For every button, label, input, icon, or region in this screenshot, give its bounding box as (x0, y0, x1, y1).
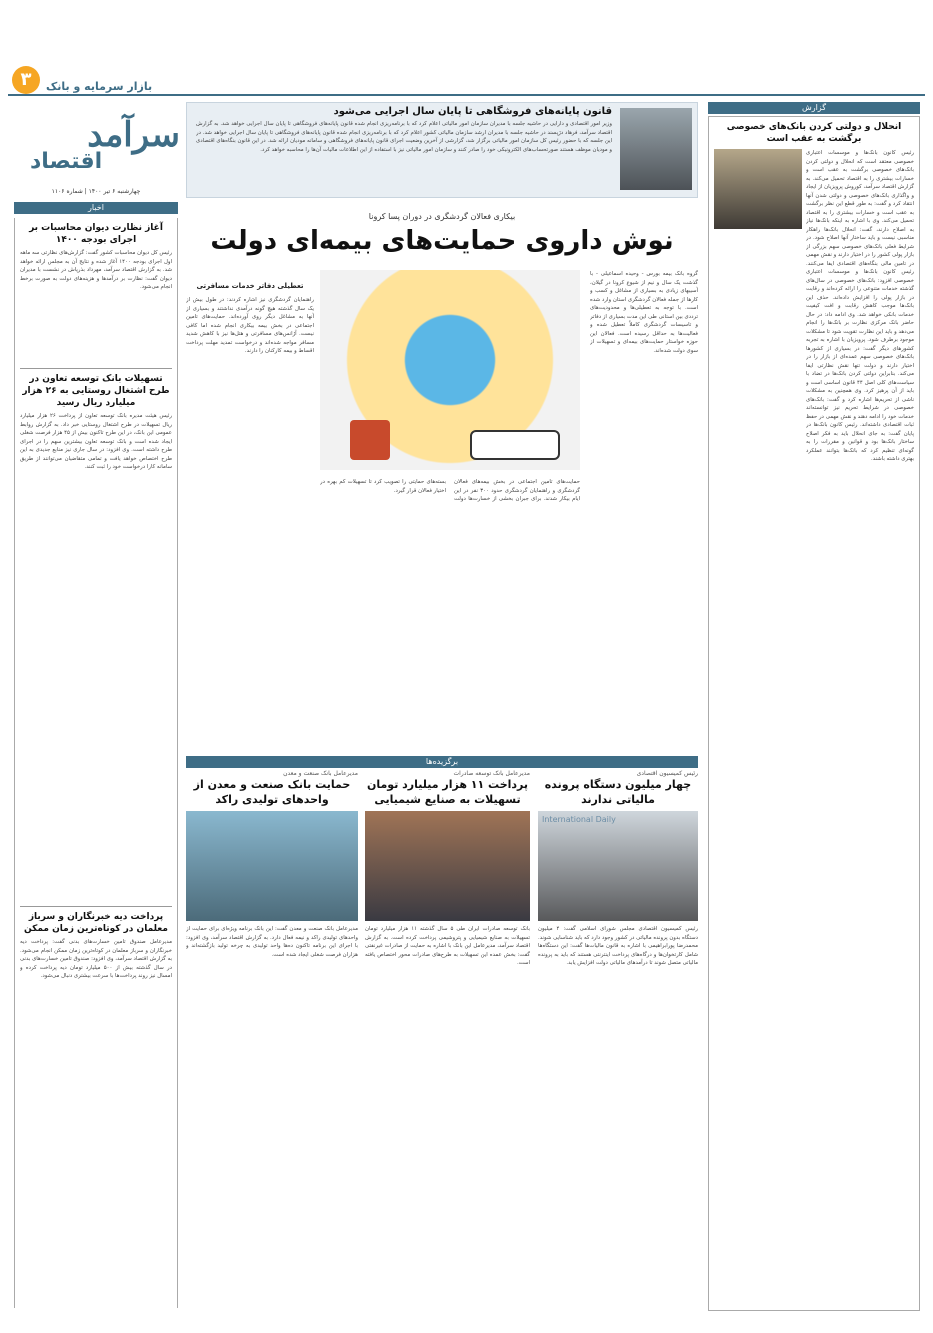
issue-date: چهارشنبه ۶ تیر ۱۴۰۰ | شماره ۱۱۰۶ (51, 188, 141, 195)
pick-1: رئیس کمیسیون اقتصادی چهار میلیون دستگاه پرونده مالیاتی ندارند International Daily رئیس کمیسیون اقتصادی مجلس شورای اسلامی گفت: ۴ میلیون دستگاه بدون پرونده مالیاتی در کشور وجود دارد که باید شناسایی شوند. محمدرضا پورابراهیمی با اشاره به قانون مالیات‌ها گفت: این دستگاه‌ها شامل کارتخوان‌ها و درگاه‌های پرداخت اینترنتی هستند که باید به پرونده مالیاتی متصل شوند تا درآمدهای مالیاتی دولت افزایش یابد. (538, 770, 698, 966)
main-body-right: گروه بانک بیمه بورس - وحیده اسماعیلی - با گذشت یک سال و نیم از شیوع کرونا در گیلان، آسیبهای زیادی به بسیاری از مشاغل و کسب و کارها از جمله فعالان گردشگری استان وارد شده است. با توجه به تعطیلی‌ها و محدودیت‌های ترددی بین استانی طی این مدت بسیاری از دفاتر و تاسیسات گردشگری کاملاً تعطیل شده و فعالیت‌ها به حداقل رسیده است. فعالان این حوزه خواستار حمایت‌های بیمه‌ای و تسهیلات از سوی دولت شده‌اند. (590, 271, 698, 354)
news-title: آغاز نظارت دیوان محاسبات بر اجرای بودجه ۱۴۰۰ (29, 223, 163, 245)
news-title: پرداخت دیه خبرنگاران و سرباز معلمان در کوتاه‌ترین زمان ممکن (24, 912, 168, 934)
main-kicker: بیکاری فعالان گردشگری در دوران پسا کرونا (368, 212, 516, 221)
gozaresh-label: گزارش (708, 102, 920, 114)
news-body: مدیرعامل صندوق تامین خسارت‌های بدنی گفت: پرداخت دیه خبرنگاران و سرباز معلمان در کوتاه‌ترین زمان ممکن انجام می‌شود. به گزارش اقتصاد سرآمد، وی افزود: صندوق تامین خسارت‌های بدنی در سال گذشته بیش از ۵۰۰ میلیارد تومان دیه پرداخت کرده و امسال نیز روند پرداخت‌ها با سرعت بیشتری دنبال می‌شود. (20, 939, 172, 979)
pick-2: مدیرعامل بانک توسعه صادرات پرداخت ۱۱ هزار میلیارد تومان تسهیلات به صنایع شیمیایی بانک توسعه صادرات ایران طی ۵ سال گذشته ۱۱ هزار میلیارد تومان تسهیلات به صنایع شیمیایی و پتروشیمی پرداخت کرده است. به گزارش اقتصاد سرآمد، مدیرعامل این بانک با اشاره به حمایت از صادرات غیرنفتی گفت: بخش عمده این تسهیلات به طرح‌های صادرات محور اختصاص یافته است. (365, 770, 530, 966)
pick-3-photo (186, 811, 358, 921)
main-body-mid: حمایت‌های تامین اجتماعی در بخش بیمه‌های فعالان گردشگری و راهنمایان گردشگری حدود ۳۰۰ نفر در این ایام بیکار شدند. برای جبران بخشی از خسارت‌ها دولت بسته‌های حمایتی را تصویب کرد تا تسهیلات کم بهره در اختیار فعالان قرار گیرد. (320, 479, 580, 502)
watermark: International Daily (542, 815, 616, 824)
report-title: انحلال و دولتی کردن بانک‌های خصوصی برگشت به عقب است (726, 122, 902, 144)
picks-label: برگزیده‌ها (186, 756, 698, 768)
logo: سرآمد اقتصاد (30, 115, 180, 174)
main-body-left: راهنمایان گردشگری نیز اشاره کردند: در طول بیش از یک سال گذشته هیچ گونه درآمدی نداشتند و بسیاری از آنها به مشاغل دیگر روی آورده‌اند. حمایت‌های تامین اجتماعی در بخش بیمه بیکاری انجام شده اما کافی نیست. آژانس‌های مسافرتی و هتل‌ها نیز با کاهش شدید مسافر مواجه شده‌اند و درخواست تمدید مهلت پرداخت اقساط و بیمه کارکنان را دارند. (186, 297, 314, 354)
pick-3: مدیرعامل بانک صنعت و معدن حمایت بانک صنعت و معدن از واحدهای تولیدی راکد مدیرعامل بانک صنعت و معدن گفت: این بانک برنامه ویژه‌ای برای حمایت از واحدهای تولیدی راکد و نیمه فعال دارد. به گزارش اقتصاد سرآمد، وی افزود: با اجرای این برنامه تاکنون ده‌ها واحد تولیدی به چرخه تولید بازگشته‌اند و هزاران فرصت شغلی ایجاد شده است. (186, 770, 358, 958)
main-photo (320, 270, 580, 470)
news-body: رئیس کل دیوان محاسبات کشور گفت: گزارش‌های نظارتی سه ماهه اول اجرای بودجه ۱۴۰۰ آغاز شده و نتایج آن به مجلس ارائه خواهد شد. به گزارش اقتصاد سرآمد، مهرداد بذرپاش در نشست با مدیران دیوان گفت: نظارت بر درآمدها و هزینه‌های دولت به صورت برخط انجام می‌شود. (20, 250, 172, 290)
pick-1-photo (538, 811, 698, 921)
news-body: رئیس هیئت مدیره بانک توسعه تعاون از پرداخت ۲۶ هزار میلیارد ریال تسهیلات در طرح اشتغال روستایی خبر داد. به گزارش روابط عمومی این بانک، در این طرح تاکنون بیش از ۴۵ هزار فرصت شغلی ایجاد شده است و بانک توسعه تعاون بیشترین سهم را در اجرای طرح داشته است. وی افزود: در سال جاری نیز منابع جدیدی به این طرح اختصاص خواهد یافت و تمامی متقاضیان می‌توانند از طریق سامانه کارا درخواست خود را ثبت کنند. (20, 413, 172, 470)
section-title: بازار سرمایه و بانک (46, 80, 153, 93)
page-number: ۳ (12, 66, 40, 94)
report-photo (714, 149, 802, 229)
akhbar-label: اخبار (14, 202, 178, 214)
sidebar-news (14, 218, 178, 1308)
suitcase-icon (350, 420, 390, 460)
report-body: رئیس کانون بانک‌ها و موسسات اعتباری خصوصی معتقد است که انحلال و دولتی کردن بانک‌های خصوصی برگشت به عقب است و خسارات بیشتری را به اقتصاد تحمیل می‌کند. به گزارش اقتصاد سرآمد، کوروش پرویزیان از ایجاد و واگذاری بانک‌های خصوصی و دولتی شدن آنها انتقاد کرد و گفت: به طور قطع این نظر برگشت به عقب است و خسارات بیشتری را به اقتصاد تحمیل می‌کند. وی با اشاره به اینکه بانک‌ها نیاز به اصلاح دارند، گفت: انحلال بانک‌ها راهکار مناسبی نیست و باید ساختار آنها اصلاح شود. در شرایط فعلی بانک‌های خصوصی سهم بزرگی از بازار پولی کشور را در اختیار دارند و نقش مهمی در تامین مالی بنگاه‌های اقتصادی ایفا می‌کنند. رئیس کانون بانک‌ها و موسسات اعتباری خصوصی افزود: بانک‌های خصوصی در سال‌های گذشته خدمات متنوعی را ارائه کرده‌اند و رقابت در بازار پولی را افزایش داده‌اند. حذف این بانک‌ها موجب کاهش رقابت و افت کیفیت خدمات بانکی خواهد شد. وی ادامه داد: در حال حاضر بانک مرکزی نظارت بر بانک‌ها را انجام می‌دهد و باید این نظارت تقویت شود تا مشکلات موجود برطرف شود. پرویزیان با اشاره به تجربه کشورهای دیگر گفت: در بسیاری از کشورها بانک‌های خصوصی سهم عمده‌ای از بازار را در اختیار دارند و دولت تنها نقش نظارتی ایفا می‌کند. بنابراین دولتی کردن بانک‌ها در تضاد با سیاست‌های کلی اصل ۴۴ قانون اساسی است و باید از آن پرهیز کرد. وی همچنین به مشکلات ناشی از تحریم‌ها اشاره کرد و گفت: بانک‌های خصوصی در شرایط تحریم نیز توانسته‌اند خدمات خود را ادامه دهند و نقش مهمی در حفظ ثبات اقتصادی داشته‌اند. رئیس کانون بانک‌ها در پایان گفت: به جای انحلال باید به فکر اصلاح ساختار بانک‌ها بود و قوانین و مقررات را به گونه‌ای تنظیم کرد که بانک‌ها بتوانند عملکرد بهتری داشته باشند. (806, 150, 914, 462)
pick-2-photo (365, 811, 530, 921)
minister-photo (620, 108, 692, 190)
bus-icon (470, 430, 560, 460)
top-news-title: قانون پایانه‌های فروشگاهی تا پایان سال اجرایی می‌شود (333, 106, 612, 117)
top-news-body: وزیر امور اقتصادی و دارایی در حاشیه جلسه با مدیران سازمان امور مالیاتی اعلام کرد که با برنامه‌ریزی انجام شده قانون پایانه‌های فروشگاهی تا پایان سال اجرایی خواهد شد. به گزارش اقتصاد سرآمد، فرهاد دژپسند در حاشیه جلسه با مدیران ارشد سازمان مالیاتی کشور اعلام کرد که با برنامه‌ریزی انجام شده قانون پایانه‌های فروشگاهی تا پایان سال اجرایی خواهد شد. در این جلسه که با حضور رئیس کل سازمان امور مالیاتی برگزار شد، گزارشی از آخرین وضعیت اجرای قانون پایانه‌های فروشگاهی و سامانه مودیان ارائه شد. در این قانون بنگاه‌های اقتصادی و مودیان موظف هستند صورتحساب‌های الکترونیکی خود را صادر کنند و سازمان امور مالیاتی نیز با استفاده از این اطلاعات مالیات آن‌ها را محاسبه خواهد کرد. (196, 121, 612, 153)
main-title: نوش دارو‌ی حمایت‌های بیمه‌ای دولت (210, 226, 674, 256)
main-subhead: تعطیلی دفاتر خدمات مسافرتی (196, 282, 304, 290)
report-column (708, 116, 920, 1311)
news-title: تسهیلات بانک توسعه تعاون در طرح اشتغال روستایی به ۲۶ هزار میلیارد ریال رسید (22, 374, 170, 408)
